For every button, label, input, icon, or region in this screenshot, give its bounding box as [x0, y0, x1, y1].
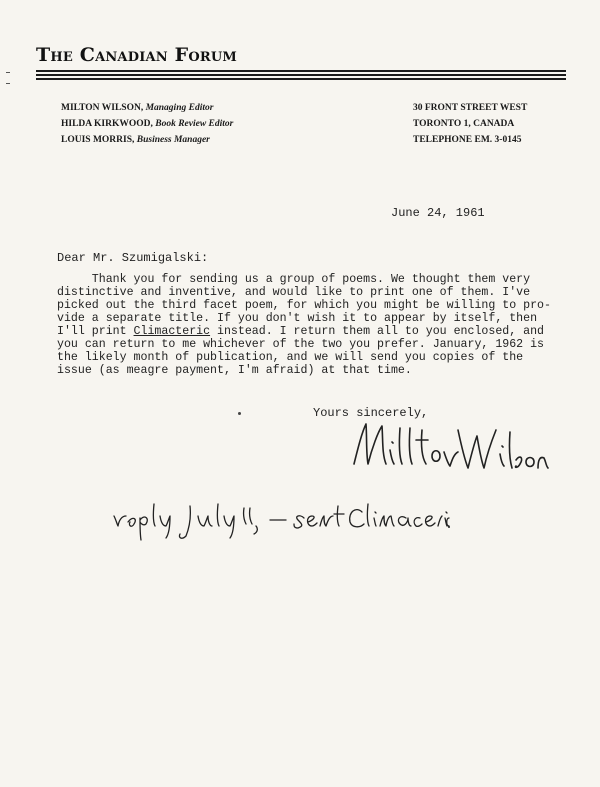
office-address — [413, 100, 527, 148]
body-line-start: I'll print — [57, 325, 134, 338]
masthead-rules — [36, 70, 566, 82]
staff-role: Book Review Editor — [155, 119, 234, 129]
body-line: vide a separate title. If you don't wish it to appear by itself, then — [57, 312, 538, 325]
masthead: The Canadian Forum — [36, 44, 238, 66]
handwritten-signature — [340, 418, 550, 488]
salutation: Dear Mr. Szumigalski: — [57, 251, 209, 265]
body-line — [57, 325, 587, 338]
body-line-end: instead. I return them all to you enclosed, and — [210, 325, 545, 338]
body-line: you can return to me whichever of the two you prefer. January, 1962 is — [57, 338, 545, 351]
body-line: issue (as meagre payment, I'm afraid) at that time. — [57, 364, 412, 377]
staff-name: MILTON WILSON, — [61, 103, 144, 113]
staff-line — [61, 132, 233, 148]
closing: Yours sincerely, — [313, 406, 429, 420]
poem-title: Climacteric — [133, 325, 211, 338]
body-line: Thank you for sending us a group of poems. We thought them very — [57, 273, 531, 286]
margin-mark — [6, 72, 10, 84]
address-line: TORONTO 1, CANADA — [413, 119, 515, 129]
staff-line — [61, 100, 233, 116]
body-line: distinctive and inventive, and would like to print one of them. I've — [57, 286, 531, 299]
body-line: picked out the third facet poem, for which you might be willing to pro- — [57, 299, 551, 312]
staff-line — [61, 116, 233, 132]
address-line: 30 FRONT STREET WEST — [413, 103, 528, 113]
body-line: the likely month of publication, and we will send you copies of the — [57, 351, 524, 364]
ink-dot — [238, 412, 241, 415]
handwritten-note — [110, 496, 450, 542]
staff-name: HILDA KIRKWOOD, — [61, 119, 153, 129]
address-line: TELEPHONE EM. 3-0145 — [413, 135, 522, 145]
staff-list — [61, 100, 233, 148]
staff-role: Managing Editor — [145, 103, 214, 113]
letter-body — [57, 273, 587, 377]
staff-name: LOUIS MORRIS, — [61, 135, 135, 145]
letter-date: June 24, 1961 — [391, 206, 485, 220]
staff-role: Business Manager — [136, 135, 210, 145]
